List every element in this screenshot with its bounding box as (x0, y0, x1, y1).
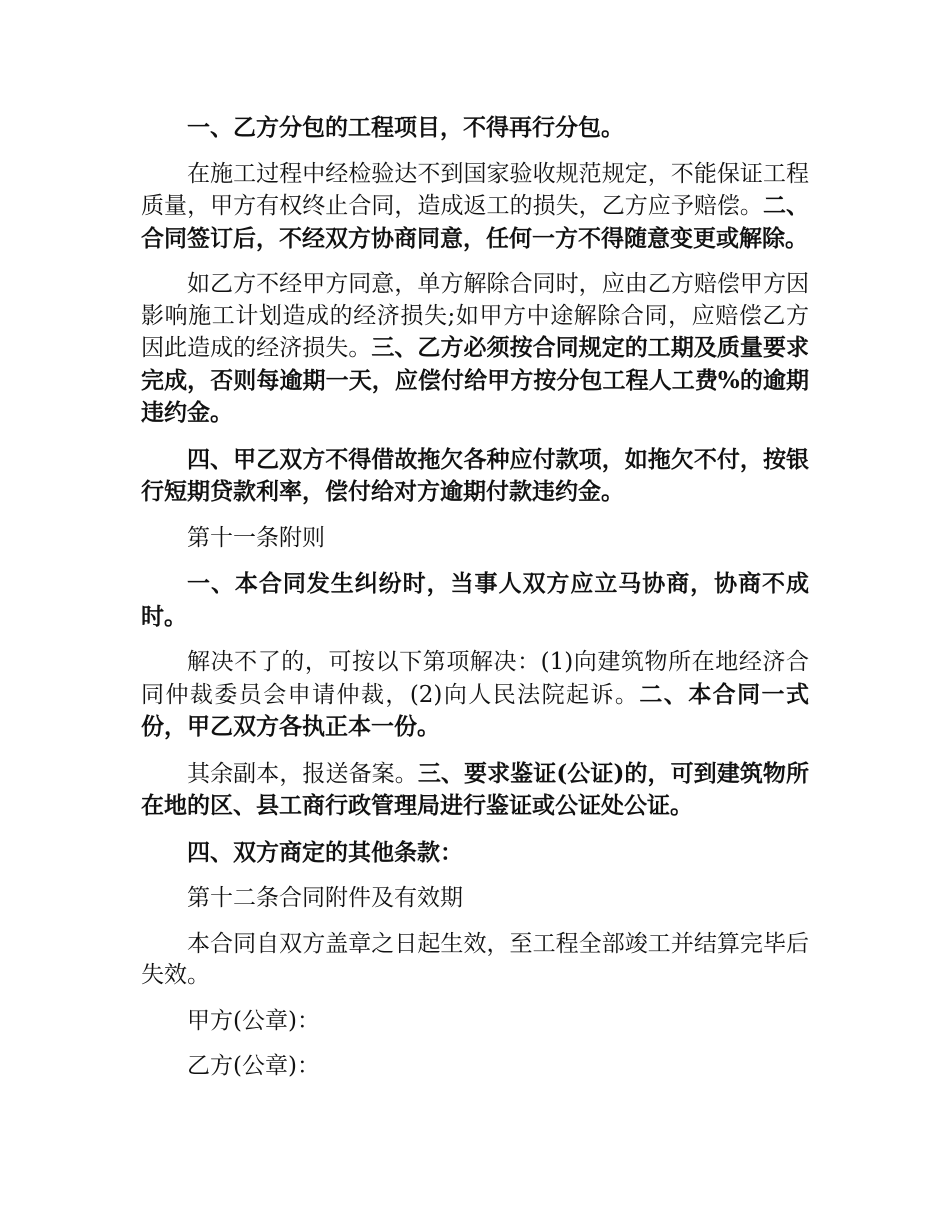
paragraph-dispute-resolution (141, 647, 809, 744)
paragraph-validity (141, 929, 809, 992)
clause-text: 二、本合同一式份，甲乙双方各执正本一份。 (141, 680, 809, 740)
article-title: 第十一条附则 (187, 524, 325, 551)
paragraph-quality-termination (141, 159, 809, 256)
party-b-label: 乙方(公章)： (187, 1053, 320, 1079)
party-a-label: 甲方(公章)： (187, 1007, 320, 1034)
paragraph-copies-notarization (141, 758, 809, 823)
paragraph-other-terms (141, 837, 809, 870)
body-text: 其余副本，报送备案。 (187, 760, 418, 787)
article-title: 第十二条合同附件及有效期 (187, 885, 463, 911)
clause-text: 一、本合同发生纠纷时，当事人双方应立马协商，协商不成时。 (141, 570, 809, 630)
party-b-seal-line (141, 1051, 809, 1083)
body-text: 如乙方不经甲方同意，单方解除合同时，应由乙方赔偿甲方因影响施工计划造成的经济损失;如甲方中途解除合同，应赔偿乙方因此造成的经济损失。 (141, 271, 809, 361)
paragraph-unilateral-termination (141, 269, 809, 430)
article-heading-12 (141, 883, 809, 915)
document-body (141, 112, 809, 1097)
body-text: 在施工过程中经检验达不到国家验收规范规定，不能保证工程质量，甲方有权终止合同，造成返工的损失，乙方应予赔偿。 (141, 160, 809, 219)
party-a-seal-line (141, 1006, 809, 1038)
body-text: 本合同自双方盖章之日起生效，至工程全部竣工并结算完毕后失效。 (141, 930, 809, 988)
paragraph-subcontract-no-resubcontract (141, 112, 809, 145)
clause-text: 二、合同签订后，不经双方协商同意，任何一方不得随意变更或解除。 (141, 192, 810, 252)
clause-text: 三、乙方必须按合同规定的工期及质量要求完成，否则每逾期一天，应偿付给甲方按分包工程人工费%的逾期违约金。 (141, 334, 810, 426)
clause-text: 三、要求鉴证(公证)的，可到建筑物所在地的区、县工商行政管理局进行鉴证或公证处公证。 (141, 759, 809, 819)
paragraph-payment-default (141, 444, 809, 509)
body-text: 解决不了的，可按以下第项解决：(1)向建筑物所在地经济合同仲裁委员会申请仲裁，(2)向人民法院起诉。 (141, 649, 809, 708)
clause-text: 四、甲乙双方不得借故拖欠各种应付款项，如拖欠不付，按银行短期贷款利率，偿付给对方逾期付款违约金。 (141, 445, 809, 505)
paragraph-dispute-negotiation (141, 568, 809, 633)
article-heading-11 (141, 523, 809, 555)
clause-text: 一、乙方分包的工程项目，不得再行分包。 (187, 114, 624, 141)
clause-text: 四、双方商定的其他条款： (187, 838, 463, 866)
